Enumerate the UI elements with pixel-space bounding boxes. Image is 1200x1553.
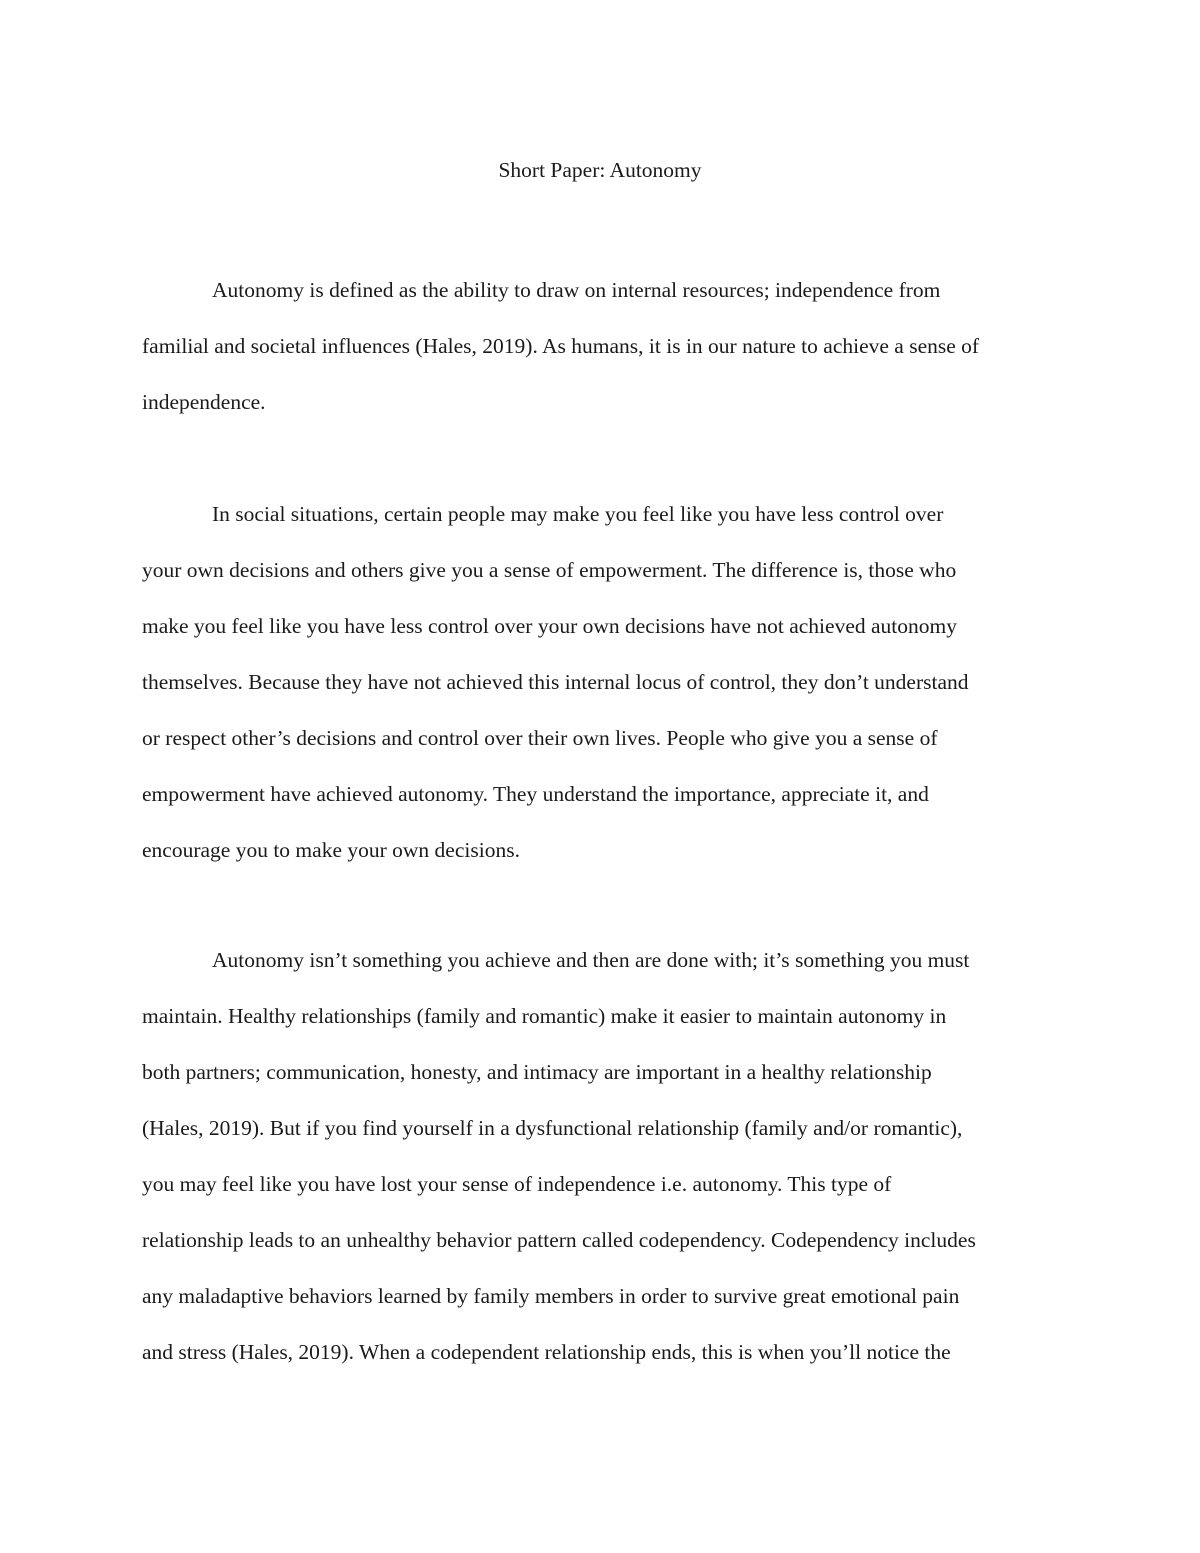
paragraph-3-line-8: and stress (Hales, 2019). When a codependent relationship ends, this is when you’ll notice the bbox=[142, 1340, 951, 1364]
paragraph-3-line-3: both partners; communication, honesty, and intimacy are important in a healthy relationship bbox=[142, 1060, 932, 1084]
paragraph-3-line-5: you may feel like you have lost your sense of independence i.e. autonomy. This type of bbox=[142, 1172, 892, 1196]
paragraph-3-line-4: (Hales, 2019). But if you find yourself in a dysfunctional relationship (family and/or romantic), bbox=[142, 1116, 963, 1140]
paragraph-1-line-2: familial and societal influences (Hales, 2019). As humans, it is in our nature to achieve a sense of bbox=[142, 334, 980, 358]
page-title: Short Paper: Autonomy bbox=[498, 158, 702, 182]
paragraph-2-line-1: In social situations, certain people may make you feel like you have less control over bbox=[212, 502, 944, 526]
paragraph-2-line-2: your own decisions and others give you a sense of empowerment. The difference is, those who bbox=[142, 558, 957, 582]
paragraph-1-line-1: Autonomy is defined as the ability to draw on internal resources; independence from bbox=[212, 278, 941, 302]
paragraph-3-line-2: maintain. Healthy relationships (family and romantic) make it easier to maintain autonomy in bbox=[142, 1004, 947, 1028]
paragraph-3-line-1: Autonomy isn’t something you achieve and then are done with; it’s something you must bbox=[212, 948, 970, 972]
paragraph-2-line-5: or respect other’s decisions and control over their own lives. People who give you a sense of bbox=[142, 726, 938, 750]
paragraph-2-line-3: make you feel like you have less control over your own decisions have not achieved autonomy bbox=[142, 614, 957, 638]
paragraph-2-line-6: empowerment have achieved autonomy. They understand the importance, appreciate it, and bbox=[142, 782, 929, 806]
paragraph-2-line-7: encourage you to make your own decisions. bbox=[142, 838, 520, 862]
paragraph-3-line-6: relationship leads to an unhealthy behavior pattern called codependency. Codependency includes bbox=[142, 1228, 976, 1252]
paragraph-3-line-7: any maladaptive behaviors learned by family members in order to survive great emotional pain bbox=[142, 1284, 960, 1308]
paragraph-1-line-3: independence. bbox=[142, 390, 266, 414]
paragraph-2-line-4: themselves. Because they have not achieved this internal locus of control, they don’t understand bbox=[142, 670, 969, 694]
